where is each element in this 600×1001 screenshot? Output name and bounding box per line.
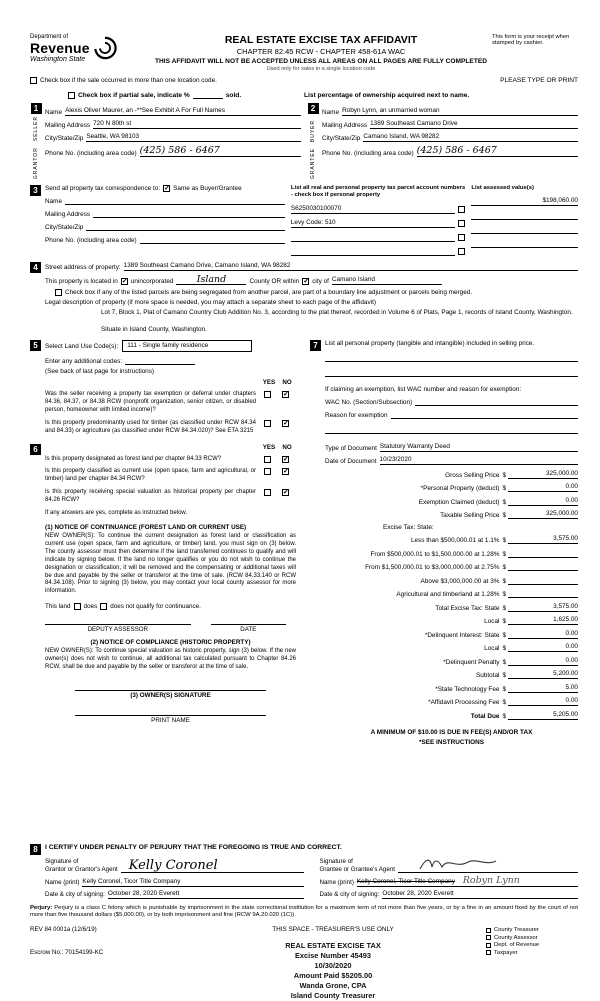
send-correspondence-label: Send all property tax correspondence to: [45,185,161,193]
section-5 [30,340,296,436]
delinquent-penalty-field[interactable]: 0.00 [508,657,578,666]
dollar-sign: $ [502,645,506,653]
s6-q1-yes-checkbox[interactable] [264,456,271,463]
seller-address-label: Mailing Address [45,122,91,129]
dollar-sign: $ [502,591,506,599]
footer-center [180,926,486,1001]
bracket2-field[interactable] [508,549,578,558]
escrow-label: Escrow No.: [30,948,64,956]
seller-section [30,103,301,179]
stamp-line-1: REAL ESTATE EXCISE TAX [285,940,381,950]
dor-swoosh-icon [93,36,117,60]
s5-q1-text: Was the seller receiving a property tax exemption or deferral under chapters 84.36, 84.37, or 84.38 RCW (nonprofit organization, senior citizen, or disabled person, homeowner with limited income)? [45,391,256,413]
money-row-personal: *Personal Property (deduct) $ 0.00 [420,483,578,493]
money-row-gross: Gross Selling Price $ 325,000.00 [445,469,578,479]
buyer-grantee-side-label [310,116,316,179]
corr-phone-field[interactable] [140,235,285,244]
excise-tax-state-label: Excise Tax: State: [383,523,434,531]
s6-q2-no-checkbox[interactable]: ✓ [283,468,289,476]
section-2-badge: 2 [308,103,319,114]
total-excise-local-field[interactable]: 1,625.00 [508,616,578,625]
please-type-or-print-label: PLEASE TYPE OR PRINT [500,77,578,84]
legal-description-situate: Situate in Island County, Washington. [101,325,207,333]
s6-q1-text: Is this property designated as forest land per chapter 84.33 RCW? [45,455,222,462]
grantor-signature-label: Signature of Grantor or Grantor's Agent [45,858,118,873]
money-row-delinq-penalty: *Delinquent Penalty $ 0.00 [443,656,578,666]
unincorporated-label: unincorporated [130,278,174,286]
assessed-value-field-1[interactable]: $198,060.00 [471,197,578,206]
section-6-badge: 6 [30,444,41,455]
s6-yes-label: YES [262,443,276,451]
unincorporated-checkbox[interactable]: ✓ [121,278,128,286]
type-of-document-label: Type of Document [325,445,377,453]
type-of-document-field[interactable]: Statutory Warranty Deed [380,443,578,452]
parcel-number-field-2[interactable]: Levy Code: 510 [291,219,456,228]
grantee-printname-handwriting: Robyn Lynn [462,875,520,887]
parcel-number-field-4[interactable] [291,247,456,256]
does-not-checkbox[interactable] [100,603,107,610]
certify-statement: I CERTIFY UNDER PENALTY OF PERJURY THAT THE FOREGOING IS TRUE AND CORRECT. [45,844,342,852]
grantee-printname-field[interactable] [357,876,578,887]
s5-q1-no-checkbox[interactable]: ✓ [283,391,289,399]
grantee-vertical-label: GRANTEE [310,147,316,180]
buyer-citystatezip-label: City/State/Zip [322,135,361,142]
county-treasurer-checkbox[interactable] [486,928,491,933]
taxpayer-checkbox[interactable] [486,950,491,955]
dollar-sign: $ [502,550,506,558]
buyer-section [307,103,578,179]
personal-property-field-1[interactable] [325,353,578,362]
owner-signature-line[interactable]: (3) OWNER(S) SIGNATURE [75,690,266,699]
dollar-sign: $ [502,631,506,639]
delinquent-interest-local-field[interactable]: 0.00 [508,643,578,652]
parties-row [30,103,578,179]
seller-vertical-label: SELLER [33,116,39,142]
s6-question-2 [45,468,296,484]
buyer-address-field[interactable]: 1389 Southeast Camano Drive [370,120,578,129]
grantee-signature-field[interactable] [398,857,578,873]
exemption-label: If claiming an exemption, list WAC number and reason for exemption: [325,386,522,394]
perjury-text: Perjury is a class C felony which is punishable by imprisonment in the state correctional institution for a maximum term of not more than five years, or by a fine in an amount fixed by the court of not more than five thousand dollars ($5,000.00), or by both imprisonment and fine (RCW 9A.20.020 (1C)). [30,904,578,919]
assessed-value-field-4[interactable] [471,239,578,248]
see-back-note: (See back of last page for instructions) [45,368,155,376]
segregated-checkbox[interactable] [55,289,62,296]
dollar-sign: $ [502,672,506,680]
legal-description-text: Lot 7, Block 1, Plat of Camano Country Club Addition No. 3, according to the plat thereof, recorded in Volume 6 of Plats, Page 1, records of Island County, Washington. [101,309,573,317]
warning-line: THIS AFFIDAVIT WILL NOT BE ACCEPTED UNLESS ALL AREAS ON ALL PAGES ARE FULLY COMPLETED [154,58,488,65]
notice-continuance-title: (1) NOTICE OF CONTINUANCE (FOREST LAND OR CURRENT USE) [45,523,247,531]
grantor-printname-label: Name (print) [45,879,80,887]
corr-citystatezip-field[interactable] [86,222,284,231]
rev-number: REV 84 0001a (12/6/19) [30,925,97,933]
dollar-sign: $ [502,712,506,720]
section-1-badge: 1 [31,103,42,114]
dept-of-revenue-checkbox[interactable] [486,943,491,948]
grantee-printname-row [320,876,579,887]
reason-exemption-field-2[interactable] [325,425,578,434]
s6-question-3 [45,489,296,505]
partial-sale-percent-field[interactable] [193,91,223,99]
section-4 [30,262,578,334]
treasurer-stamp [180,941,486,1001]
affidavit-processing-fee-field[interactable]: 0.00 [508,697,578,706]
s6-q2-text: Is this property classified as current use (open space, farm and agricultural, or timber) land per chapter 84.34 RCW? [45,468,256,483]
money-row-agricultural: Agricultural and timberland at 1.28% $ [325,589,578,598]
buyer-citystatezip-field[interactable]: Camano Island, WA 98282 [363,133,578,142]
segregated-label: Check box if any of the listed parcels are being segregated from another parcel, are part of a boundary line adjustment or parcels being merged. [65,289,473,297]
buyer-address-label: Mailing Address [322,122,368,129]
corr-address-label: Mailing Address [45,211,91,219]
title-block [150,34,492,72]
gross-selling-price-field[interactable]: 325,000.00 [508,470,578,479]
subtotal-field[interactable]: 5,200.00 [508,670,578,679]
section-3 [30,185,578,256]
seller-phone-field[interactable]: (425) 586 - 6467 [140,146,301,157]
reason-exemption-field[interactable] [391,410,578,419]
minimum-due-note: A MINIMUM OF $10.00 IS DUE IN FEE(S) AND/OR TAX [370,728,533,736]
corr-phone-label: Phone No. (including area code) [45,237,137,245]
assessed-value-field-3[interactable] [471,225,578,234]
escrow-number: 70154199-KC [65,948,104,956]
assessed-values-header: List assessed value(s) [471,185,534,192]
footer-left [30,926,180,956]
seller-citystatezip-label: City/State/Zip [45,135,84,142]
s5-q1-yes-checkbox[interactable] [264,391,271,398]
perjury-label: Perjury: [30,904,53,911]
grantor-printname-field[interactable]: Kelly Coronel, Ticor Title Company [82,878,303,887]
money-row-bracket2: From $500,000.01 to $1,500,000.00 at 1.28% $ [325,549,578,558]
grantor-signature-row [45,857,304,873]
taxable-selling-price-field[interactable]: 325,000.00 [508,510,578,519]
county-or-within-label: County OR within [249,278,300,286]
personal-property-checkbox-2[interactable] [458,220,465,227]
s6-no-label: NO [282,443,292,451]
personal-property-checkbox-3[interactable] [458,234,465,241]
ownership-percent-label: List percentage of ownership acquired next to name. [304,92,470,99]
date-of-document-label: Date of Document [325,458,377,466]
dollar-sign: $ [502,618,506,626]
seller-name-field[interactable]: Alexis Oliver Maurer, an -**See Exhibit A For Full Names [65,107,301,116]
buyer-phone-label: Phone No. (including area code) [322,149,414,157]
county-assessor-label: County Assessor [494,934,538,941]
seller-phone-label: Phone No. (including area code) [45,149,137,157]
partial-sale-label: Check box if partial sale, indicate % [78,92,190,99]
money-row-bracket3: From $1,500,000.01 to $3,000,000.00 at 2.75% $ [325,562,578,571]
county-name-field[interactable]: Island [176,275,246,286]
seller-name-label: Name [45,109,63,116]
dollar-sign: $ [502,685,506,693]
same-as-buyer-label: Same as Buyer/Grantee [173,185,242,193]
multi-location-row [30,77,578,84]
form-title: REAL ESTATE EXCISE TAX AFFIDAVIT [224,34,418,46]
does-label: does [83,603,98,611]
dollar-sign: $ [502,658,506,666]
corr-address-field[interactable] [93,209,285,218]
s6-q3-text: Is this property receiving special valuation as historical property per chapter 84.26 RCW? [45,489,256,504]
grantor-date-row [45,890,304,899]
land-use-code-label: Select Land Use Code(s): [45,342,119,350]
money-row-bracket1: Less than $500,000.01 at 1.1% $ 3,575.00 [410,535,578,545]
corr-name-label: Name [45,198,63,206]
if-yes-note: If any answers are yes, complete as instructed below. [45,510,188,517]
additional-codes-field[interactable] [125,356,195,365]
total-due-field[interactable]: 5,205.00 [508,711,578,720]
stamp-line-3: 10/30/2020 [314,960,352,970]
form-header [30,34,578,72]
legal-description-label: Legal description of property (if more space is needed, you may attach a separate sheet to each page of the affidavit) [45,299,376,307]
grantee-date-row [320,890,579,899]
parcel-numbers-header: List all real and personal property tax parcel account numbers - check box if personal property [290,185,466,199]
section-3-badge: 3 [30,185,41,196]
dor-logo [30,34,150,63]
personal-property-checkbox-1[interactable] [458,206,465,213]
personal-property-deduct-field[interactable]: 0.00 [508,483,578,492]
section-8 [30,844,578,899]
money-row-total-due: Total Due $ 5,205.00 [470,710,578,720]
notice-compliance-title: (2) NOTICE OF COMPLIANCE (HISTORIC PROPERTY) [90,639,251,647]
this-land-label: This land [45,603,71,611]
s6-question-1 [45,456,296,464]
section-7 [310,340,578,746]
s5-yes-label: YES [262,379,276,387]
buyer-phone-field[interactable]: (425) 586 - 6467 [417,146,578,157]
wac-no-label: WAC No. (Section/Subsection) [325,399,413,407]
state-technology-fee-field[interactable]: 5.00 [508,684,578,693]
dollar-sign: $ [502,564,506,572]
grantor-vertical-label: GRANTOR [33,147,39,180]
seller-citystatezip-field[interactable]: Seattle, WA 98103 [86,133,301,142]
grantor-date-label: Date & city of signing: [45,891,105,899]
land-use-code-select[interactable]: 111 - Single family residence [122,340,252,352]
stamp-line-5: Wanda Grone, CPA [299,980,367,990]
dor-logo-text [30,34,90,63]
total-excise-state-field[interactable]: 3,575.00 [508,603,578,612]
money-row-local2: Local $ 0.00 [484,643,578,653]
dollar-sign: $ [502,512,506,520]
s5-q2-text: Is this property predominantly used for timber (as classified under RCW 84.34 and 84.33) or agriculture (as classified under RCW 84.34.020)? See ETA 3215 [45,419,256,434]
s6-q1-no-checkbox[interactable]: ✓ [283,455,289,463]
city-of-label: city of [312,278,329,286]
washington-state-label: Washington State [30,56,86,63]
grantee-signature-label: Signature of Grantee or Grantee's Agent [319,858,395,873]
date-of-document-field[interactable]: 10/23/2020 [380,456,578,465]
notice-continuance-body: NEW OWNER(S): To continue the current designation as forest land or classification as current use (open space, farm and agriculture, or timber) land, you must sign on (3) below. The county assessor must then determine if the land transferred continues to qualify and will indicate by signing below. If the land no longer qualifies or you do not wish to continue the designation or classification, it will be removed and the compensating or additional taxes will be due and payable by the seller or transferor at the time of sale. (RCW 84.33.140 or RCW 84.34.108). Prior to signing (3) below, you may contact your local county assessor for more information. [45,532,296,595]
money-row-bracket4: Above $3,000,000.00 at 3% $ [325,576,578,585]
section-8-badge: 8 [30,844,41,855]
stamp-line-4: Amount Paid $5205.00 [293,970,373,980]
notice-compliance-body: NEW OWNER(S): To continue special valuation as historic property, sign (3) below. If the new owner(s) does not wish to continue, all additional tax calculated pursuant to Chapter 84.26 RCW, shall be due and payable by the seller or transferor at the time of sale. [45,648,296,671]
see-instructions-note: *SEE INSTRUCTIONS [419,738,484,746]
multi-location-label: Check box if the sale occurred in more than one location code. [40,77,217,84]
buyer-vertical-label: BUYER [310,119,316,142]
treasurer-space-label: THIS SPACE - TREASURER'S USE ONLY [272,925,394,933]
mid-columns [30,340,578,838]
grantor-signature-field[interactable] [121,857,304,873]
s5-question-1 [45,391,296,415]
city-name-field[interactable]: Camano Island [332,276,442,285]
parcel-numbers-block [285,185,472,256]
personal-property-label: List all personal property (tangible and intangible) included in selling price. [325,340,535,348]
grantor-printname-row [45,876,304,887]
tax-correspondence-block [45,185,285,256]
dollar-sign: $ [502,498,506,506]
dept-of-revenue-label: Dept. of Revenue [494,942,540,949]
single-location-note: Used only for sales in a single location code [266,66,376,72]
personal-property-checkbox-4[interactable] [458,248,465,255]
wac-no-field[interactable] [415,397,578,406]
money-row-delinq-interest-state: *Delinquent Interest: State $ 0.00 [424,629,578,639]
dollar-sign: $ [502,577,506,585]
section-5-badge: 5 [30,340,41,351]
agricultural-field[interactable] [508,589,578,598]
s5-question-2 [45,420,296,436]
grantee-printname-struck: Kelly Coronel, Ticor Title Company [356,878,455,886]
money-row-taxable: Taxable Selling Price $ 325,000.00 [440,510,578,520]
deputy-date-signline[interactable]: DATE [211,624,286,633]
buyer-name-label: Name [322,109,340,116]
grantee-signature-scribble [418,856,498,872]
s5-q2-yes-checkbox[interactable] [264,420,271,427]
receipt-note: This form is your receipt when stamped by cashier. [492,34,570,46]
money-row-subtotal: Subtotal $ 5,200.00 [475,670,578,680]
s5-no-label: NO [282,379,292,387]
parcel-number-field-1[interactable]: S6250030100070 [291,205,456,214]
exemption-claimed-field[interactable]: 0.00 [508,497,578,506]
deputy-assessor-block [45,624,296,633]
partial-sale-sold-label: sold. [225,92,242,99]
stamp-line-6: Island County Treasurer [290,990,376,1000]
grantor-date-field[interactable]: October 28, 2020 Everett [108,890,304,899]
bracket3-field[interactable] [508,562,578,571]
s6-q2-yes-checkbox[interactable] [264,468,271,475]
s6-q3-no-checkbox[interactable]: ✓ [283,489,289,497]
stamp-line-2: Excise Number 45493 [294,950,371,960]
section-7-badge: 7 [310,340,321,351]
dollar-sign: $ [502,485,506,493]
perjury-clause [30,905,578,920]
partial-sale-checkbox[interactable] [68,92,75,99]
multi-location-checkbox[interactable] [30,77,37,84]
partial-sale-row [30,91,578,99]
additional-codes-label: Enter any additional codes: [45,358,123,366]
located-in-label: This property is located in [45,278,118,286]
money-row-total-state: Total Excise Tax: State $ 3,575.00 [435,602,578,612]
s6-q3-yes-checkbox[interactable] [264,489,271,496]
dollar-sign: $ [502,699,506,707]
footer-copies [486,926,578,956]
money-row-local1: Local $ 1,625.00 [484,616,578,626]
grantee-date-field[interactable]: October 28, 2020 Everett [382,890,578,899]
print-name-line[interactable]: PRINT NAME [75,715,266,724]
parcel-number-field-3[interactable] [291,233,456,242]
seller-grantor-side-label [33,116,39,179]
personal-property-field-2[interactable] [325,368,578,377]
street-address-field[interactable]: 1389 Southeast Camano Drive, Camano Island, WA 98282 [124,262,578,271]
s6-yesno-header [45,444,296,451]
does-not-label: does not qualify for continuance. [110,603,201,611]
money-row-tech-fee: *State Technology Fee $ 5.00 [435,683,578,693]
dollar-sign: $ [502,604,506,612]
county-treasurer-label: County Treasurer [494,927,539,934]
corr-name-field[interactable] [65,196,285,205]
seller-address-field[interactable]: 720 N 80th st [93,120,301,129]
city-checkbox[interactable]: ✓ [303,278,310,286]
taxpayer-label: Taxpayer [494,949,518,956]
street-address-label: Street address of property: [45,263,121,271]
mid-right-column [304,340,578,838]
assessed-value-field-2[interactable] [471,211,578,220]
bracket1-field[interactable]: 3,575.00 [508,535,578,544]
grantee-printname-label: Name (print) [319,879,354,887]
mid-left-column [30,340,304,838]
footer [30,926,578,1001]
buyer-name-field[interactable]: Robyn Lynn, an unmarried woman [342,107,578,116]
money-row-processing-fee: *Affidavit Processing Fee $ 0.00 [428,697,578,707]
delinquent-interest-state-field[interactable]: 0.00 [508,630,578,639]
section-4-badge: 4 [30,262,41,273]
same-as-buyer-checkbox[interactable]: ✓ [164,185,170,193]
county-assessor-checkbox[interactable] [486,935,491,940]
grantee-signature-row [320,857,579,873]
section-6 [30,444,296,724]
does-checkbox[interactable] [74,603,81,610]
s5-q2-no-checkbox[interactable]: ✓ [283,419,289,427]
grantee-date-label: Date & city of signing: [319,891,380,899]
s5-yesno-header [45,379,296,386]
deputy-assessor-signline[interactable]: DEPUTY ASSESSOR [45,624,191,633]
bracket4-field[interactable] [508,576,578,585]
corr-citystatezip-label: City/State/Zip [45,224,84,232]
dollar-sign: $ [502,471,506,479]
assessed-values-block [471,185,578,256]
revenue-label: Revenue [30,40,90,56]
dept-of-label: Department of [30,34,69,40]
money-row-exemption: Exemption Claimed (deduct) $ 0.00 [418,496,578,506]
reason-exemption-label: Reason for exemption [325,412,388,420]
dollar-sign: $ [502,537,506,545]
chapter-line: CHAPTER 82.45 RCW - CHAPTER 458-61A WAC [236,47,406,56]
grantor-signature-handwriting: Kelly Coronel [128,858,218,874]
